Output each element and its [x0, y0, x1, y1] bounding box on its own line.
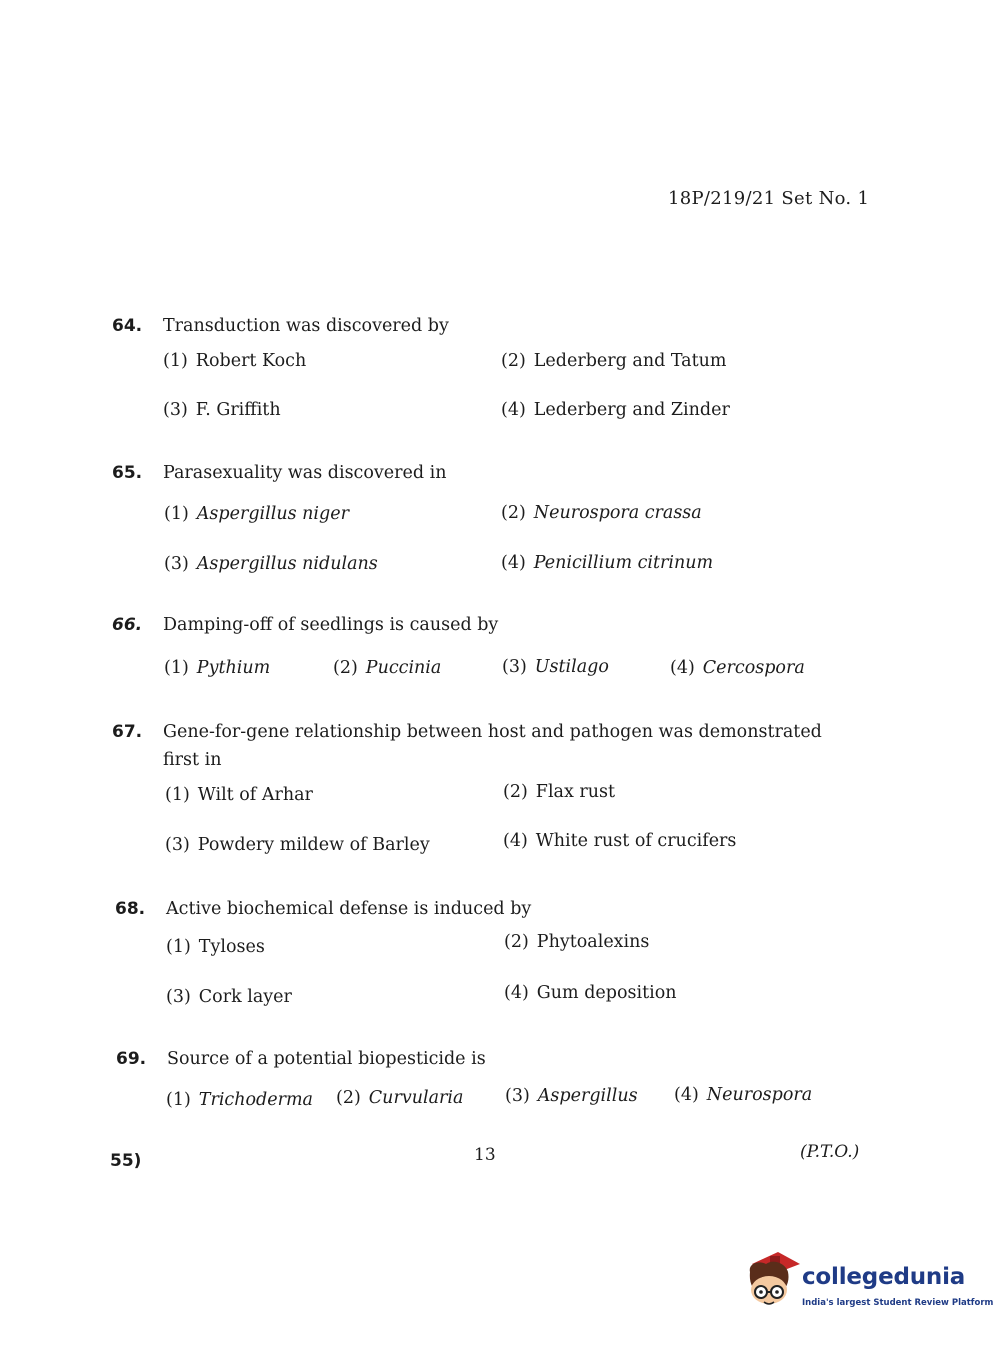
option-number: (3) [166, 987, 191, 1007]
logo-tagline: India's largest Student Review Platform [802, 1298, 994, 1308]
question-number: 67. [112, 722, 143, 742]
option-text: Neurospora crassa [533, 503, 702, 523]
question-number: 64. [112, 316, 143, 336]
option-number: (2) [501, 351, 526, 371]
option-text: White rust of crucifers [535, 831, 737, 851]
option-4 [501, 553, 713, 573]
option-text: Cork layer [198, 987, 292, 1007]
option-number: (1) [166, 1090, 191, 1110]
option-text: Tyloses [198, 937, 265, 957]
page-number: 13 [474, 1145, 496, 1165]
logo-name: collegedunia [802, 1264, 966, 1290]
option-4 [503, 831, 736, 851]
option-1 [164, 504, 349, 524]
option-text: Gum deposition [536, 983, 677, 1003]
option-1 [166, 937, 265, 957]
header-code: 18P/219/21 Set No. 1 [668, 188, 870, 209]
option-text: Robert Koch [195, 351, 307, 371]
option-text: Puccinia [365, 658, 442, 678]
question-text: Parasexuality was discovered in [163, 463, 447, 483]
option-number: (4) [670, 658, 695, 678]
question-number: 68. [115, 899, 146, 919]
option-2 [504, 932, 649, 952]
option-4 [674, 1085, 812, 1105]
option-2 [336, 1088, 463, 1108]
option-number: (2) [501, 503, 526, 523]
option-3 [505, 1086, 638, 1106]
question-number: 66. [112, 615, 143, 635]
option-text: Powdery mildew of Barley [197, 835, 430, 855]
option-text: Wilt of Arhar [197, 785, 313, 805]
option-3 [166, 987, 292, 1007]
question-text: Transduction was discovered by [163, 316, 449, 336]
option-3 [165, 835, 430, 855]
option-1 [164, 658, 270, 678]
pto-label: (P.T.O.) [800, 1142, 860, 1162]
option-text: Phytoalexins [536, 932, 650, 952]
option-number: (4) [501, 400, 526, 420]
question-text: Gene-for-gene relationship between host and pathogen was demonstrated first in [163, 722, 822, 770]
option-text: Aspergillus nidulans [196, 554, 378, 574]
option-number: (2) [503, 782, 528, 802]
option-number: (1) [164, 504, 189, 524]
option-4 [670, 658, 805, 678]
option-number: (3) [163, 400, 188, 420]
question-text: Active biochemical defense is induced by [166, 899, 532, 919]
option-3 [164, 554, 378, 574]
option-number: (3) [164, 554, 189, 574]
option-text: Flax rust [535, 782, 616, 802]
option-text: Aspergillus niger [196, 504, 349, 524]
option-text: Lederberg and Zinder [533, 400, 730, 420]
footer-code: 55) [110, 1151, 142, 1171]
option-number: (4) [674, 1085, 699, 1105]
option-text: Ustilago [534, 657, 609, 677]
option-2 [503, 782, 615, 802]
option-text: Cercospora [702, 658, 805, 678]
option-number: (1) [163, 351, 188, 371]
option-1 [163, 351, 306, 371]
option-number: (3) [502, 657, 527, 677]
option-text: Trichoderma [198, 1090, 313, 1110]
option-4 [501, 400, 730, 420]
collegedunia-logo [744, 1250, 994, 1312]
option-text: Penicillium citrinum [533, 553, 714, 573]
question-text: Source of a potential biopesticide is [167, 1049, 486, 1069]
option-number: (3) [505, 1086, 530, 1106]
option-number: (4) [501, 553, 526, 573]
question-number: 65. [112, 463, 143, 483]
option-number: (1) [164, 658, 189, 678]
option-1 [165, 785, 313, 805]
option-3 [502, 657, 609, 677]
option-number: (4) [503, 831, 528, 851]
option-number: (1) [166, 937, 191, 957]
option-number: (3) [165, 835, 190, 855]
option-text: Pythium [196, 658, 271, 678]
option-2 [501, 503, 702, 523]
option-4 [504, 983, 677, 1003]
option-1 [166, 1090, 313, 1110]
option-3 [163, 400, 281, 420]
option-2 [501, 351, 727, 371]
option-text: Curvularia [368, 1088, 464, 1108]
option-number: (2) [336, 1088, 361, 1108]
option-2 [333, 658, 441, 678]
option-number: (2) [504, 932, 529, 952]
option-number: (1) [165, 785, 190, 805]
option-number: (4) [504, 983, 529, 1003]
question-text: Damping-off of seedlings is caused by [163, 615, 499, 635]
option-text: Lederberg and Tatum [533, 351, 727, 371]
option-text: F. Griffith [195, 400, 281, 420]
mascot-icon [744, 1250, 800, 1312]
option-text: Aspergillus [537, 1086, 638, 1106]
option-number: (2) [333, 658, 358, 678]
question-number: 69. [116, 1049, 147, 1069]
option-text: Neurospora [706, 1085, 813, 1105]
